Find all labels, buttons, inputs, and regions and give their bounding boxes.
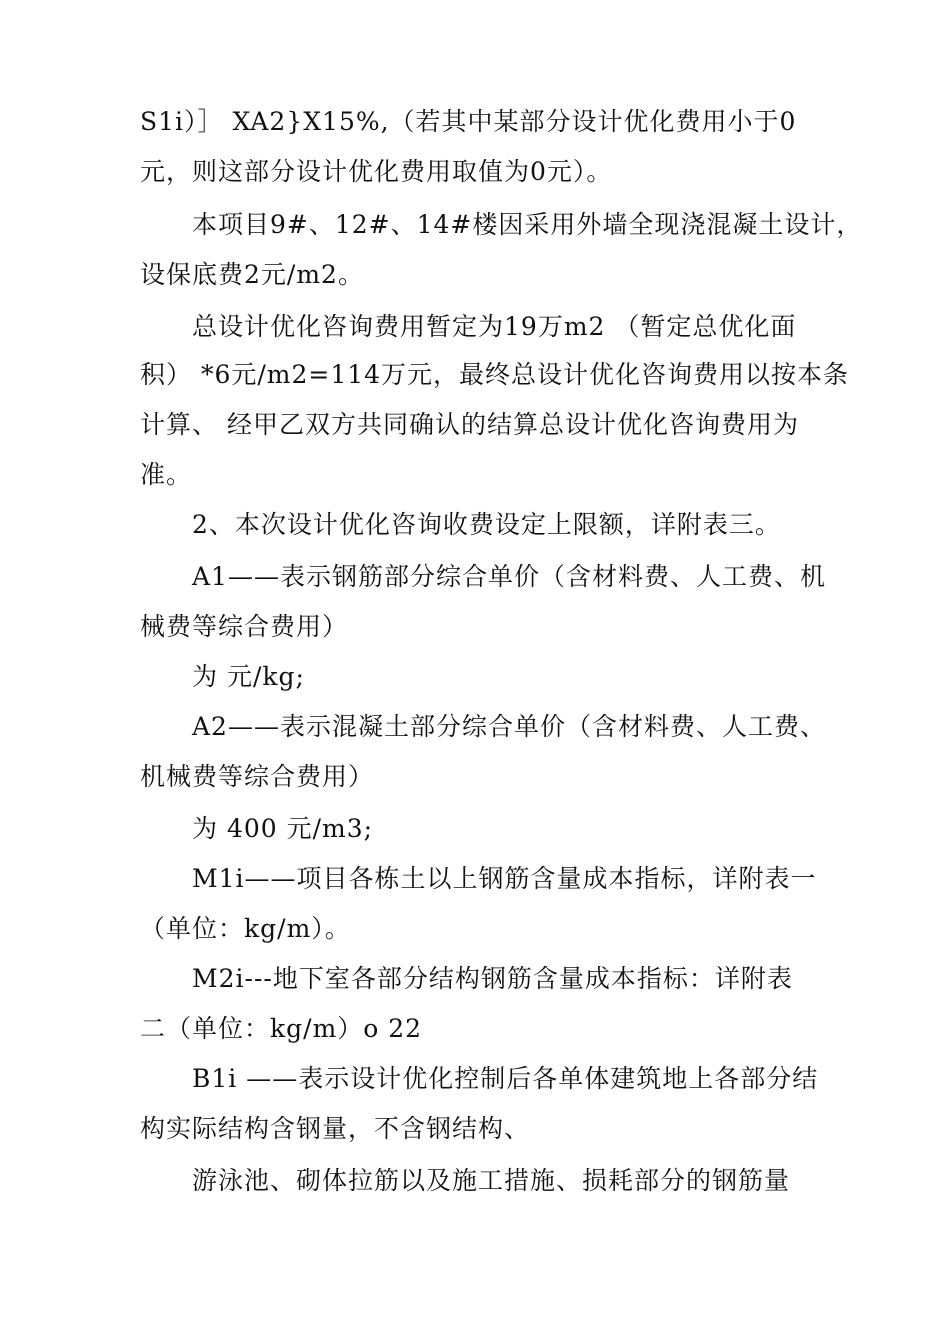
- text-line-4: 设保底费2元/m2。: [140, 260, 364, 289]
- text-line-1: S1i）］ XA2}X15%,（若其中某部分设计优化费用小于0: [140, 107, 797, 136]
- text-line-15: 为 400 元/m3;: [192, 814, 374, 843]
- text-line-11: 械费等综合费用）: [140, 612, 349, 641]
- text-line-20: B1i ——表示设计优化控制后各单体建筑地上各部分结: [192, 1064, 819, 1093]
- text-line-10: A1——表示钢筋部分综合单价（含材料费、人工费、机: [192, 562, 826, 591]
- text-line-3: 本项目9#、12#、14#楼因采用外墙全现浇混凝土设计，: [192, 210, 863, 239]
- text-line-2: 元，则这部分设计优化费用取值为0元）。: [140, 157, 613, 186]
- text-line-21: 构实际结构含钢量，不含钢结构、: [140, 1114, 531, 1143]
- text-line-17: （单位：kg/m）。: [140, 914, 351, 943]
- text-line-5: 总设计优化咨询费用暂定为19万m2 （暂定总优化面: [192, 312, 797, 341]
- text-line-13: A2——表示混凝土部分综合单价（含材料费、人工费、: [192, 712, 826, 741]
- text-line-19: 二（单位：kg/m）o 22: [140, 1014, 423, 1043]
- text-line-8: 准。: [140, 460, 193, 489]
- text-line-16: M1i——项目各栋土以上钢筋含量成本指标，详附表一: [192, 864, 817, 893]
- text-line-6: 积） *6元/m2=114万元，最终总设计优化咨询费用以按本条: [140, 360, 850, 389]
- text-line-22: 游泳池、砌体拉筋以及施工措施、损耗部分的钢筋量: [192, 1166, 791, 1195]
- text-line-9: 2、本次设计优化咨询收费设定上限额，详附表三。: [192, 510, 781, 539]
- text-line-14: 机械费等综合费用）: [140, 762, 375, 791]
- text-line-12: 为 元/kg;: [192, 662, 305, 691]
- text-line-7: 计算、 经甲乙双方共同确认的结算总设计优化咨询费用为: [140, 410, 799, 439]
- text-line-18: M2i---地下室各部分结构钢筋含量成本指标：详附表: [192, 964, 793, 993]
